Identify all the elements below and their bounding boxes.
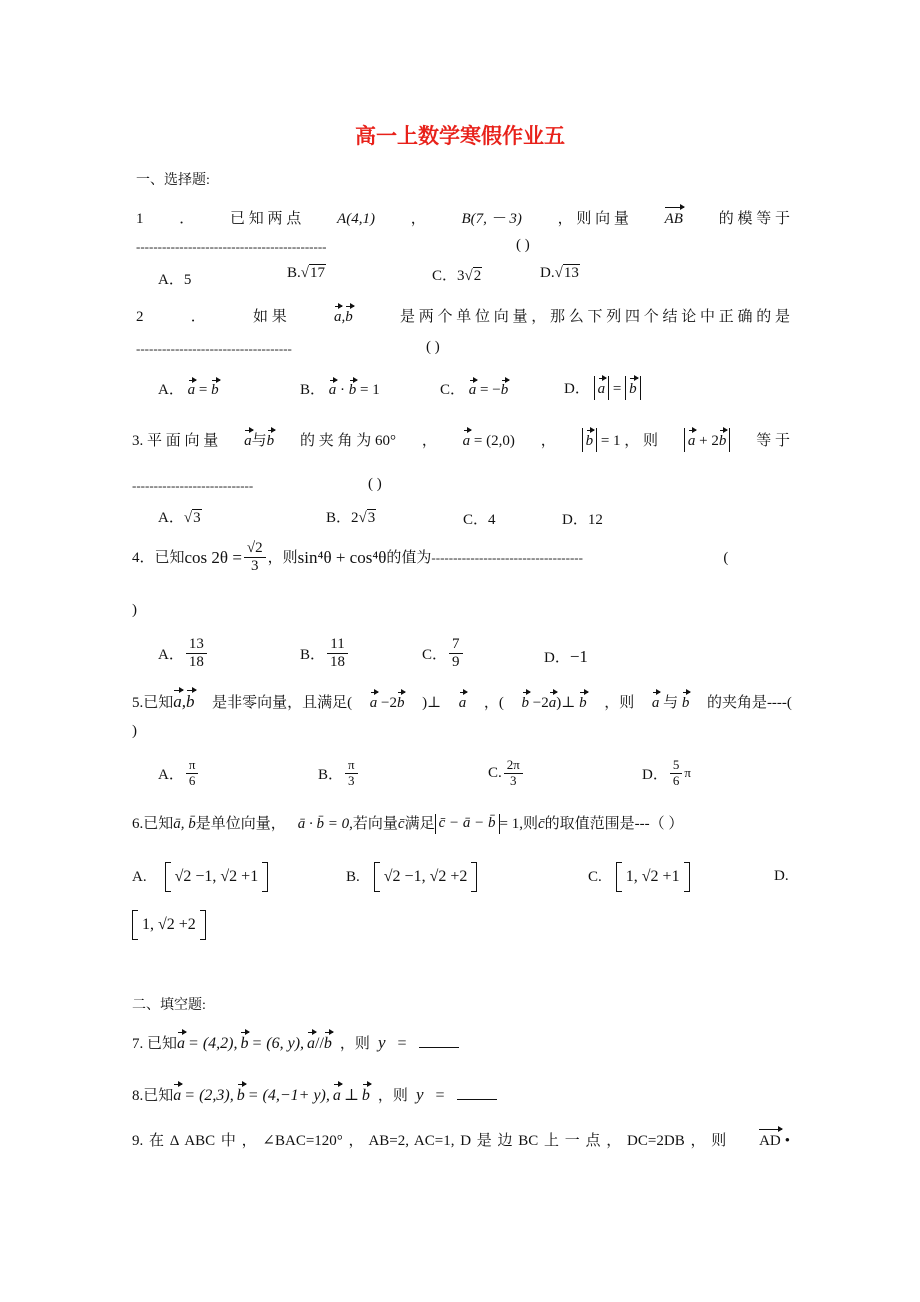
q3-option-b-label: B．2	[326, 510, 359, 526]
q1-option-b-label: B.	[287, 265, 301, 281]
q5-d-bottom: 6	[672, 772, 680, 788]
q5-text-e: ，则	[604, 695, 635, 711]
q6-option-c-range: 1, √2 +1	[625, 868, 680, 885]
q2-option-c: C． a = −b	[440, 378, 508, 399]
q7-answer-blank[interactable]	[419, 1033, 459, 1048]
q5-c-top: 2π	[504, 758, 523, 774]
q1-vector-ab: AB	[665, 204, 683, 228]
q2-dashes: ------------------------------------	[136, 341, 292, 356]
q5-option-c-label: C.	[488, 764, 502, 781]
q2-number: 2	[136, 309, 144, 325]
q6-text-b: 是单位向量，	[195, 815, 286, 832]
q5-option-b	[318, 758, 360, 789]
q1-answer-paren: ( )	[516, 237, 530, 253]
q2-option-d: D． a = b	[564, 376, 641, 400]
q6-text-c: ,若向量	[349, 815, 398, 832]
q1-option-c-label: C．3	[432, 268, 465, 284]
q5-text-f: 与	[663, 695, 679, 711]
q4-option-a	[158, 636, 209, 672]
q5-paren-close: )	[132, 723, 137, 739]
q4-option-b-label: B．	[300, 647, 326, 664]
q6-c-vector-2: c̄	[538, 815, 545, 832]
q4-c-bottom: 9	[452, 654, 460, 671]
question-6	[132, 814, 683, 834]
q1-point-a: A(4,1)	[337, 211, 375, 227]
q5-a-bottom: 6	[188, 772, 196, 788]
q6-option-d-label: D.	[774, 868, 789, 884]
q1-option-b	[287, 264, 326, 282]
q7-parallel: //	[315, 1035, 324, 1052]
q5-text-g: 的夹角是----(	[706, 695, 792, 711]
q5-option-d	[642, 758, 691, 789]
q6-text-f: ,则	[519, 815, 538, 832]
q5-text-c: )⊥	[422, 695, 442, 711]
q4-fraction-top: √2	[244, 540, 266, 558]
q4-option-c	[422, 636, 465, 672]
q1-number: 1	[136, 211, 144, 227]
q2-option-d-eq: =	[612, 381, 626, 397]
q6-option-c-label: C.	[588, 868, 602, 885]
q3-answer-paren: ( )	[368, 476, 382, 492]
q5-option-d-label: D．	[642, 766, 668, 783]
q1-point-b: B(7, － 3)	[461, 211, 522, 227]
q5-a-top: π	[186, 758, 199, 774]
q6-option-b-range: √2 −1, √2 +2	[383, 868, 468, 885]
q6-dot-product: ā · b̄ = 0	[297, 815, 350, 832]
q3-option-b: B．2√3	[326, 510, 376, 526]
q2-option-b: B． a · b = 1	[300, 378, 380, 399]
q3-text-b: 与	[251, 433, 267, 449]
q1-text-b: ， 则 向 量	[557, 211, 629, 227]
q2-vectors: a,b	[334, 304, 353, 326]
q3-option-a-label: A．	[158, 510, 184, 526]
q4-option-a-label: A．	[158, 647, 184, 664]
q5-text-b: 是非零向量，且满足(	[212, 695, 353, 711]
q4-dashes: -----------------------------------	[431, 549, 583, 565]
q5-b-bottom: 3	[348, 772, 355, 788]
q4-cos-expr: cos 2θ =	[184, 547, 242, 567]
question-3: 3. 平 面 向 量 a与b 的 夹 角 为 60° ， a = (2,0) ， b = 1 ， 则 a + 2b 等 于	[132, 428, 790, 452]
q6-option-a	[132, 862, 268, 892]
q1-text-c: 的 模 等 于	[718, 211, 790, 227]
q5-text-d: ，(	[483, 695, 504, 711]
q6-text-a: 6.已知	[132, 815, 174, 832]
q3-dashes: ----------------------------	[132, 478, 254, 493]
q3-option-b-value: 3	[367, 510, 376, 526]
q4-fraction	[244, 540, 266, 576]
q6-vectors: ā, b̄	[173, 815, 196, 832]
q6-option-c	[588, 862, 690, 892]
q7-expr-b: = (6, y),	[251, 1035, 305, 1052]
q6-option-d	[132, 910, 206, 940]
q2-text-a: 如 果	[252, 309, 287, 325]
question-4	[132, 540, 728, 576]
q2-answer-paren: ( )	[426, 339, 440, 355]
q6-c-vector: c̄	[397, 815, 405, 832]
q3-option-a-value: 3	[193, 510, 201, 526]
q7-text-a: 7. 已知	[132, 1036, 178, 1052]
q4-option-d	[544, 646, 588, 667]
sqrt-symbol: √	[554, 265, 563, 281]
question-5: 5.已知a,b 是非零向量，且满足( a −2b )⊥ a ，( b −2a)⊥ b ，则 a 与 b 的夹角是----(	[132, 688, 792, 712]
q1-option-d	[540, 264, 580, 282]
page-title: 高一上数学寒假作业五	[355, 124, 565, 148]
q8-answer-blank[interactable]	[457, 1085, 497, 1100]
q8-expr-a: = (2,3),	[184, 1087, 234, 1104]
q4-fraction-bottom: 3	[251, 558, 259, 575]
q9-text: 9. 在 Δ ABC 中 ， ∠BAC=120° ， AB=2, AC=1, D 是 边 BC 上 一 点 ， DC=2DB ， 则	[132, 1133, 727, 1149]
q4-text-a: 4．已知	[132, 549, 185, 566]
q2-text-b: 是 两 个 单 位 向 量 ， 那 么 下 列 四 个 结 论 中 正 确 的 是	[399, 309, 790, 325]
q3-text-c: 的 夹 角 为 60°	[299, 433, 396, 449]
q1-option-d-value: 13	[563, 265, 579, 281]
q4-b-top: 11	[327, 636, 347, 654]
q2-option-a-label: A．	[158, 382, 184, 398]
q3-text-d: = (2,0)	[473, 433, 515, 449]
q4-text-b: ，则	[267, 549, 298, 566]
q6-option-d-range: 1, √2 +2	[142, 916, 196, 933]
q4-a-top: 13	[186, 636, 207, 654]
q4-option-d-value: −1	[569, 647, 588, 666]
q3-option-c: C．4	[463, 512, 496, 528]
q1-option-d-label: D.	[540, 265, 555, 281]
q8-text-a: 8.已知	[132, 1088, 174, 1104]
q8-expr-b: = (4,−1+ y),	[247, 1087, 330, 1104]
q4-paren-close: )	[132, 602, 137, 618]
q6-text-g: 的取值范围是---（ ）	[544, 815, 684, 832]
q1-option-c-value: 2	[473, 268, 482, 284]
q1-option-c	[432, 264, 482, 285]
q1-text-a: 已 知 两 点	[230, 211, 302, 227]
section-heading-choice: 一、选择题:	[136, 173, 210, 188]
q7-expr-a: = (4,2),	[188, 1035, 238, 1052]
section-heading-fill: 二、填空题:	[132, 998, 206, 1013]
q3-text-a: 3. 平 面 向 量	[132, 433, 219, 449]
q5-text-a: 5.已知	[132, 695, 174, 711]
q8-y: y	[415, 1085, 424, 1104]
q3-text-f: 等 于	[756, 433, 790, 449]
q5-c-bottom: 3	[510, 772, 517, 788]
question-9	[132, 1126, 790, 1150]
q5-d-top: 5	[670, 758, 683, 774]
q4-option-b	[300, 636, 350, 672]
q6-abs-expr: c̄ − ā − b̄	[435, 814, 500, 834]
q9-dot: •	[784, 1133, 790, 1149]
q1-option-b-value: 17	[310, 265, 325, 281]
q5-b-top: π	[345, 758, 358, 774]
q3-abs-expr: a + 2b	[684, 428, 730, 452]
q6-option-a-label: A.	[132, 868, 147, 885]
question-1: 1 ． 已 知 两 点 A(4,1) ， B(7, － 3) ， 则 向 量 AB 的 模 等 于	[136, 204, 790, 228]
q8-perpendicular: ⊥	[343, 1087, 359, 1104]
sqrt-symbol: √	[300, 265, 309, 281]
q6-option-a-range: √2 −1, √2 +1	[174, 868, 259, 885]
q7-text-b: ，则	[339, 1036, 370, 1052]
q6-text-d: 满足	[404, 815, 435, 832]
q2-option-b-label: B．	[300, 382, 326, 398]
q1-dashes: --------------------------------------------	[136, 239, 327, 254]
q3-option-a: A．√3	[158, 510, 201, 526]
q4-option-c-label: C．	[422, 647, 448, 664]
q6-option-b	[346, 862, 477, 892]
q3-text-e: = 1 ， 则	[600, 433, 659, 449]
q4-paren-open: (	[723, 549, 729, 566]
question-8: 8.已知 a = (2,3), b = (4,−1+ y), a ⊥ b ，则 y =	[132, 1082, 497, 1105]
q5-option-a-label: A．	[158, 766, 184, 783]
q2-option-c-label: C．	[440, 382, 466, 398]
q4-b-bottom: 18	[330, 654, 346, 671]
q4-a-bottom: 18	[188, 654, 204, 671]
q2-option-d-label: D．	[564, 381, 590, 397]
q4-sin-cos-expr: sin⁴θ + cos⁴θ	[297, 547, 387, 567]
q9-vector-ad: AD	[759, 1126, 781, 1150]
q4-c-top: 7	[449, 636, 463, 654]
q8-text-b: ，则	[377, 1088, 408, 1104]
q1-option-a: A．5	[158, 272, 192, 288]
q8-equals: =	[435, 1087, 445, 1104]
q7-y: y	[377, 1033, 386, 1052]
q6-option-b-label: B.	[346, 868, 360, 885]
q5-option-a	[158, 758, 200, 789]
q5-option-b-label: B．	[318, 766, 344, 783]
q5-option-c	[488, 758, 525, 789]
q4-option-d-label: D．	[544, 650, 570, 666]
q3-option-d: D．12	[562, 512, 603, 528]
q7-equals: =	[397, 1035, 407, 1052]
sqrt-symbol: √	[464, 268, 473, 284]
question-2: 2 ． 如 果 a,b 是 两 个 单 位 向 量 ， 那 么 下 列 四 个 结 论 中 正 确 的 是	[136, 304, 790, 326]
q2-option-a: A． a = b	[158, 378, 219, 399]
q6-text-e: = 1	[499, 815, 520, 832]
q4-text-c: 的值为	[386, 549, 432, 566]
q5-d-pi: π	[684, 765, 691, 781]
question-7: 7. 已知 a = (4,2), b = (6, y), a // b ，则 y =	[132, 1030, 459, 1053]
